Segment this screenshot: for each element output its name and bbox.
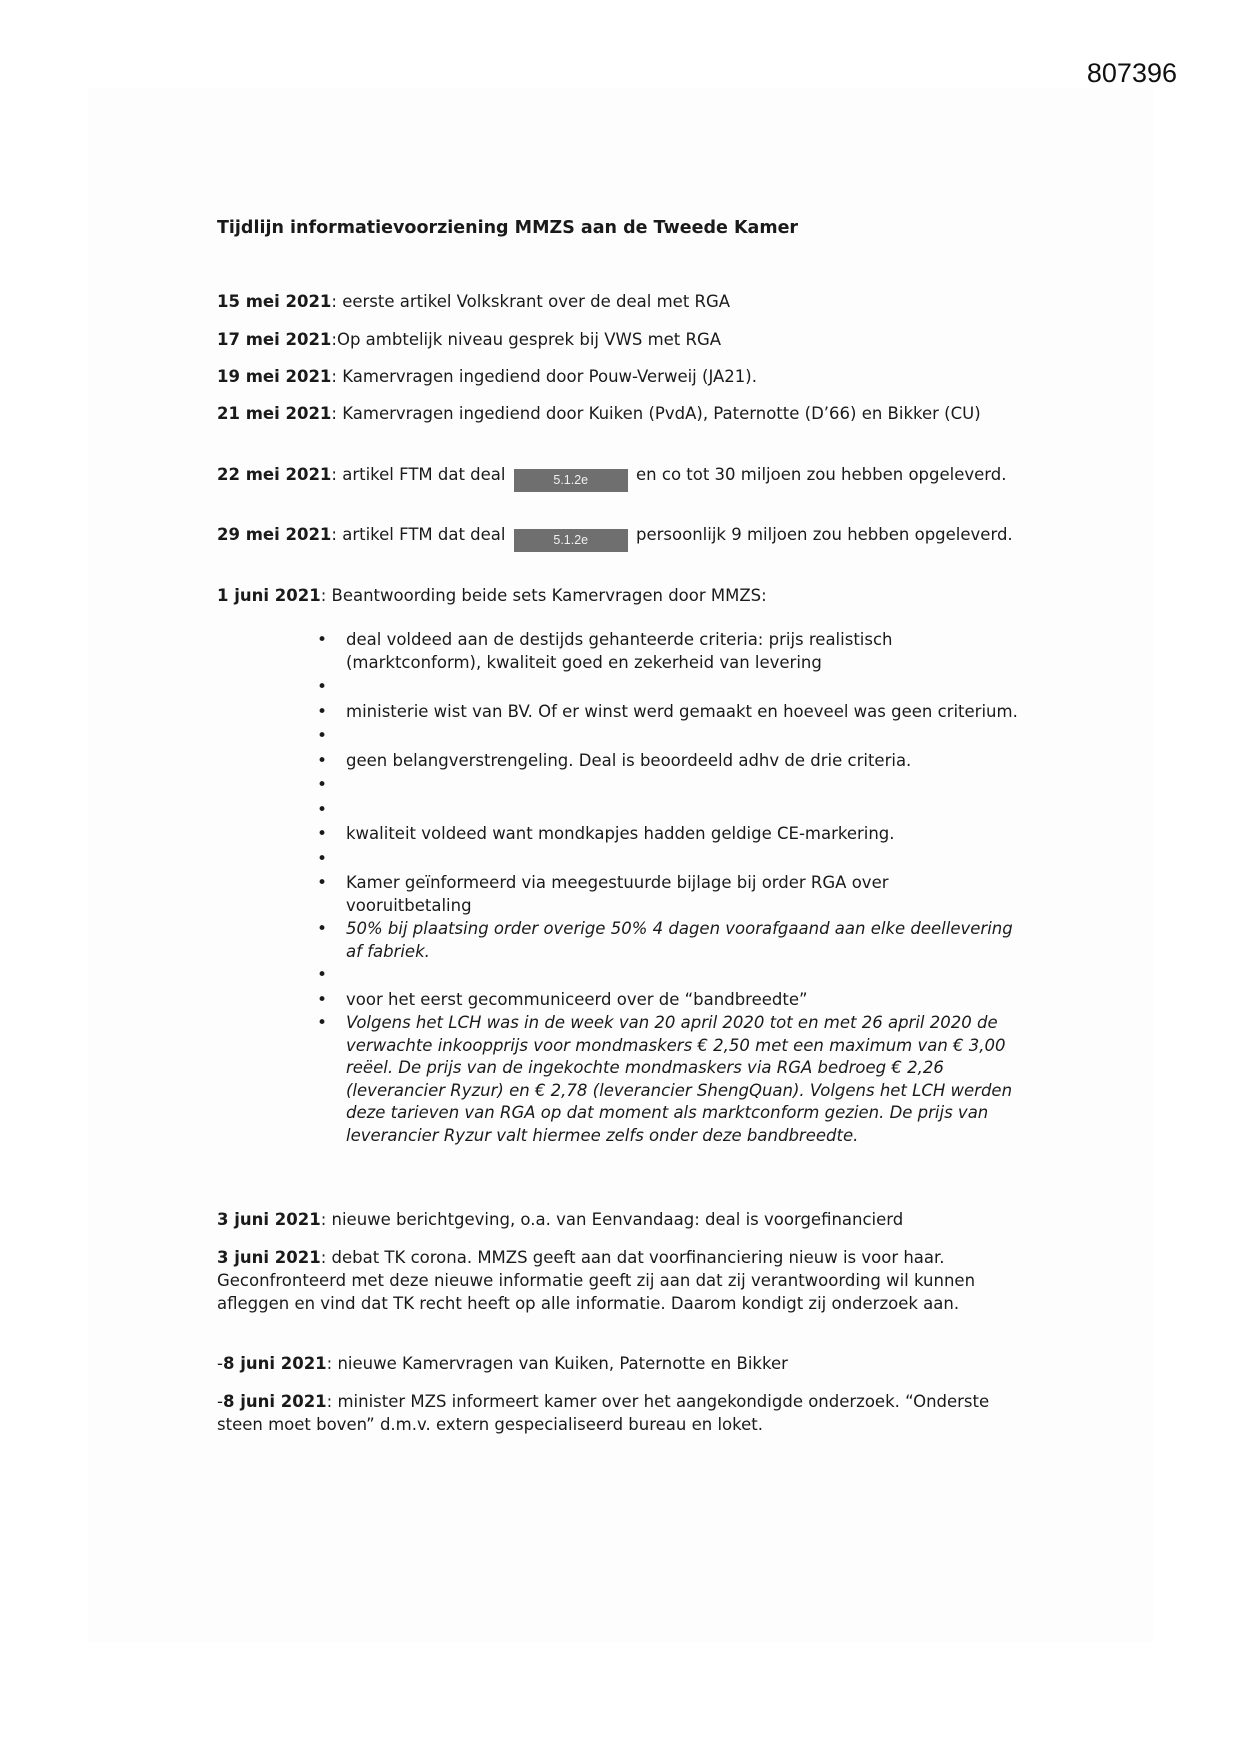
answer-item: • deal voldeed aan de destijds gehanteerde criteria: prijs realistisch (marktconform), kwaliteit goed en zekerheid van levering [318,629,1018,674]
answer-item-empty [318,964,1018,987]
answer-item-empty [318,725,1018,748]
entry-text: persoonlijk 9 miljoen zou hebben opgeleverd. [636,525,1013,544]
entry-text: : nieuwe Kamervragen van Kuiken, Paternotte en Bikker [326,1354,788,1373]
entry-date: 3 juni 2021 [217,1248,321,1267]
entry-date: 17 mei 2021 [217,330,332,349]
entry-text: : artikel FTM dat deal [331,525,506,544]
answer-item: • Kamer geïnformeerd via meegestuurde bijlage bij order RGA over vooruitbetaling [318,872,1018,917]
entry-text: : minister MZS informeert kamer over het aangekondigde onderzoek. “Onderste steen moet boven” d.m.v. extern gespecialiseerd bureau en loket. [217,1392,990,1434]
entry-text: : Beantwoording beide sets Kamervragen door MMZS: [320,586,767,605]
timeline-entry [217,328,1017,351]
timeline-entry [217,584,1017,607]
answer-item-italic: • Volgens het LCH was in de week van 20 april 2020 tot en met 26 april 2020 de verwachte inkoopprijs voor mondmaskers € 2,50 met een maximum van € 3,00 reëel. De prijs van de ingekochte mondmaskers via RGA bedroeg € 2,26 (leverancier Ryzur) en € 2,78 (leverancier ShengQuan). Volgens het LCH werden deze tarieven van RGA op dat moment als marktconform gezien. De prijs van leverancier Ryzur valt hiermee zelfs onder deze bandbreedte. [318,1012,1018,1147]
document-title: Tijdlijn informatievoorziening MMZS aan de Tweede Kamer [217,218,799,238]
answer-item-italic: • 50% bij plaatsing order overige 50% 4 dagen voorafgaand aan elke deellevering af fabriek. [318,918,1018,963]
entry-date: 1 juni 2021 [217,586,321,605]
page-number: 807396 [1086,58,1177,88]
timeline-entry [217,402,1017,425]
entry-date: 3 juni 2021 [217,1210,321,1229]
timeline-entry [217,463,1017,492]
entry-text: : Kamervragen ingediend door Pouw-Verweij (JA21). [331,367,757,386]
entry-text: : eerste artikel Volkskrant over de deal met RGA [331,292,731,311]
timeline-entry [217,523,1017,552]
timeline-entry: -8 juni 2021: nieuwe Kamervragen van Kuiken, Paternotte en Bikker [217,1354,788,1373]
entry-text: : debat TK corona. MMZS geeft aan dat voorfinanciering nieuw is voor haar. Geconfronteerd met deze nieuwe informatie geeft zij aan dat zij verantwoording wil kunnen afleggen en vind dat TK recht heeft op alle informatie. Daarom kondigt zij onderzoek aan. [217,1248,976,1313]
timeline-entry: -8 juni 2021: minister MZS informeert kamer over het aangekondigde onderzoek. “Onderste steen moet boven” d.m.v. extern gespecialiseerd bureau en loket. [217,1392,990,1434]
entry-date: 8 juni 2021 [222,1354,327,1373]
entry-date: 15 mei 2021 [217,292,332,311]
timeline-entry [217,1208,1017,1231]
answer-item-empty [318,774,1018,797]
entry-text: : nieuwe berichtgeving, o.a. van Eenvandaag: deal is voorgefinancierd [320,1210,904,1229]
answer-item-empty [318,676,1018,699]
entry-date: 8 juni 2021 [222,1392,327,1411]
entry-text: en co tot 30 miljoen zou hebben opgeleverd. [636,465,1007,484]
answer-item: • kwaliteit voldeed want mondkapjes hadden geldige CE-markering. [318,823,1018,846]
timeline-entry [217,365,1017,388]
redaction-block: 5.1.2e [514,529,628,552]
entry-date: 22 mei 2021 [217,465,332,484]
answer-item: • voor het eerst gecommuniceerd over de “bandbreedte” [318,989,1018,1012]
entry-date: 21 mei 2021 [217,404,332,423]
entry-date: 29 mei 2021 [217,525,332,544]
answer-item-empty [318,799,1018,822]
entry-text: : artikel FTM dat deal [331,465,506,484]
timeline-entry [217,290,1017,313]
answers-list [318,629,1018,1148]
entry-text: : Kamervragen ingediend door Kuiken (PvdA), Paternotte (D’66) en Bikker (CU) [331,404,981,423]
answer-item: • ministerie wist van BV. Of er winst werd gemaakt en hoeveel was geen criterium. [318,701,1018,724]
redaction-block: 5.1.2e [514,469,628,492]
answer-item-empty [318,848,1018,871]
entry-text: :Op ambtelijk niveau gesprek bij VWS met RGA [331,330,722,349]
timeline-entry [217,1246,1017,1315]
entry-date: 19 mei 2021 [217,367,332,386]
answer-item: • geen belangverstrengeling. Deal is beoordeeld adhv de drie criteria. [318,750,1018,773]
